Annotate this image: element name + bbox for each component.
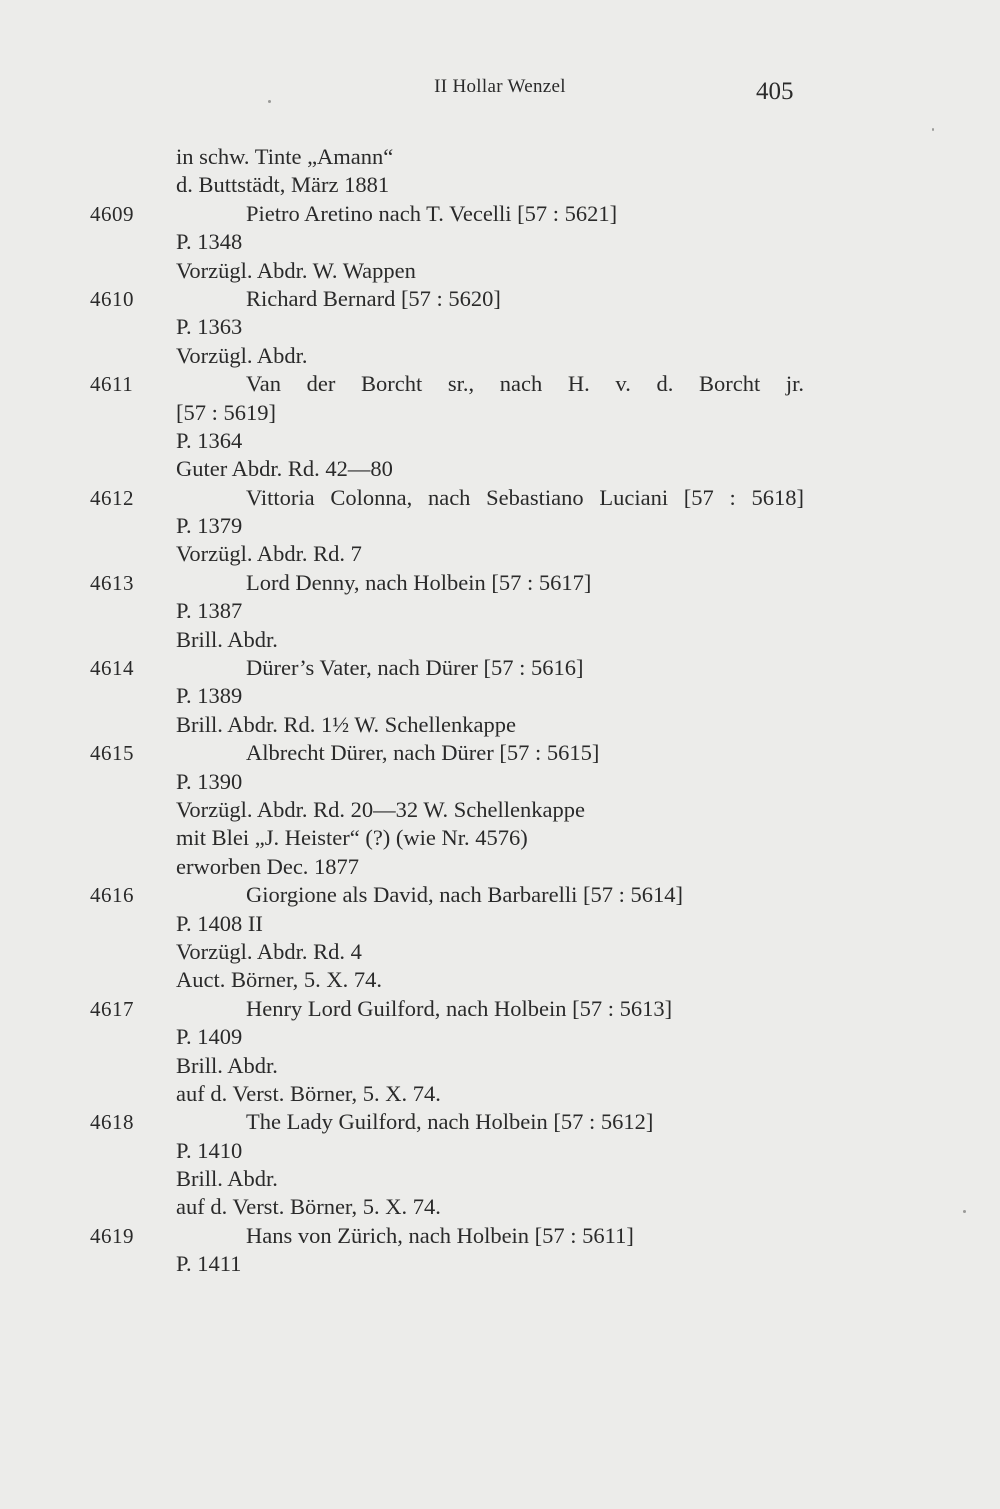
entry-detail: P. 1410 [176,1137,243,1163]
paper-speck [963,1210,966,1213]
entry-number: 4617 [90,996,134,1021]
entry-detail-line [0,711,1000,739]
entry-number: 4615 [90,741,134,766]
entry-detail: Brill. Abdr. [176,626,278,652]
entry-detail-line [0,626,1000,654]
entry-title: Van der Borcht sr., nach H. v. d. Borcht jr. [246,371,804,397]
entry-detail: Vorzügl. Abdr. Rd. 20—32 W. Schellenkappe [176,796,585,822]
entry-detail: auf d. Verst. Börner, 5. X. 74. [176,1080,441,1106]
entry-detail: mit Blei „J. Heister“ (?) (wie Nr. 4576) [176,825,528,851]
entry-title-line [0,285,1000,313]
entry-detail-line [0,171,1000,199]
entry-detail-line [0,257,1000,285]
entry-number: 4609 [90,201,134,226]
entry-title: Henry Lord Guilford, nach Holbein [57 : 5613] [246,995,673,1021]
entry-title-line [0,654,1000,682]
entry-detail: Vorzügl. Abdr. Rd. 7 [176,541,362,567]
entry-detail: Brill. Abdr. [176,1052,278,1078]
entry-detail: P. 1348 [176,229,243,255]
entry-detail-line [0,228,1000,256]
entry-detail: Vorzügl. Abdr. [176,342,308,368]
entry-detail: Vorzügl. Abdr. W. Wappen [176,257,416,283]
entry-detail-line [0,1080,1000,1108]
entry-detail: P. 1364 [176,427,243,453]
entry-title-line [0,881,1000,909]
entry-title: Vittoria Colonna, nach Sebastiano Luciani [57 : 5618] [246,484,804,510]
entry-number: 4616 [90,883,134,908]
page-number: 405 [756,78,794,105]
entry-number: 4619 [90,1223,134,1248]
entry-detail: P. 1363 [176,314,243,340]
entry-detail-line [0,427,1000,455]
entry-detail-line [0,597,1000,625]
entry-title: Pietro Aretino nach T. Vecelli [57 : 5621] [246,200,618,226]
entry-detail-line [0,796,1000,824]
entry-detail: P. 1387 [176,598,243,624]
entry-detail-line [0,682,1000,710]
entry-title-line [0,484,1000,512]
entry-detail-line [0,1193,1000,1221]
entry-detail-line [0,1137,1000,1165]
entry-title-line [0,370,1000,398]
entry-detail-line [0,853,1000,881]
entry-detail: P. 1390 [176,768,243,794]
paper-speck [932,128,934,131]
entry-detail-line [0,1023,1000,1051]
entry-detail-line [0,540,1000,568]
entry-detail-line [0,455,1000,483]
entry-number: 4613 [90,570,134,595]
entry-number: 4614 [90,656,134,681]
entry-detail: auf d. Verst. Börner, 5. X. 74. [176,1194,441,1220]
paper-speck [268,100,271,103]
entry-detail: Auct. Börner, 5. X. 74. [176,967,382,993]
entry-detail-line [0,143,1000,171]
entry-detail-line [0,966,1000,994]
entry-number: 4612 [90,485,134,510]
entry-detail-line [0,1052,1000,1080]
entry-detail: P. 1379 [176,513,243,539]
entry-detail-line [0,1250,1000,1278]
entry-title: Dürer’s Vater, nach Dürer [57 : 5616] [246,655,584,681]
entry-detail: Brill. Abdr. [176,1166,278,1192]
entry-title: Hans von Zürich, nach Holbein [57 : 5611] [246,1222,634,1248]
entry-title-line [0,1222,1000,1250]
entry-detail-line [0,1165,1000,1193]
entry-detail: P. 1411 [176,1251,242,1277]
entry-title-line [0,1108,1000,1136]
entry-title: The Lady Guilford, nach Holbein [57 : 5612] [246,1109,654,1135]
entry-number: 4618 [90,1110,134,1135]
entry-detail-line [0,768,1000,796]
entry-detail-line [0,910,1000,938]
entry-detail: P. 1389 [176,683,243,709]
entry-number: 4610 [90,286,134,311]
entry-title: Albrecht Dürer, nach Dürer [57 : 5615] [246,740,600,766]
entry-detail-line [0,938,1000,966]
entry-detail: Brill. Abdr. Rd. 1½ W. Schellenkappe [176,711,516,737]
entry-title: Giorgione als David, nach Barbarelli [57 : 5614] [246,882,683,908]
entry-detail-line [0,512,1000,540]
entry-detail-line [0,313,1000,341]
entry-detail: erworben Dec. 1877 [176,853,360,879]
running-head: II Hollar Wenzel [434,76,566,97]
entry-title-line [0,200,1000,228]
entry-title: Richard Bernard [57 : 5620] [246,285,501,311]
entry-detail-line [0,824,1000,852]
entry-detail: Guter Abdr. Rd. 42—80 [176,456,393,482]
entry-title-line [0,995,1000,1023]
entry-detail: Vorzügl. Abdr. Rd. 4 [176,938,362,964]
entry-detail: d. Buttstädt, März 1881 [176,172,390,198]
entry-detail-line [0,342,1000,370]
entry-detail: P. 1409 [176,1024,243,1050]
entry-number: 4611 [90,372,134,397]
entry-title-line [0,739,1000,767]
entry-detail: P. 1408 II [176,910,263,936]
entry-title-line [0,569,1000,597]
entry-detail: [57 : 5619] [176,399,276,425]
entry-detail: in schw. Tinte „Amann“ [176,144,394,169]
entry-title: Lord Denny, nach Holbein [57 : 5617] [246,569,592,595]
catalogue-entries [0,143,1000,1279]
entry-detail-line [0,399,1000,427]
